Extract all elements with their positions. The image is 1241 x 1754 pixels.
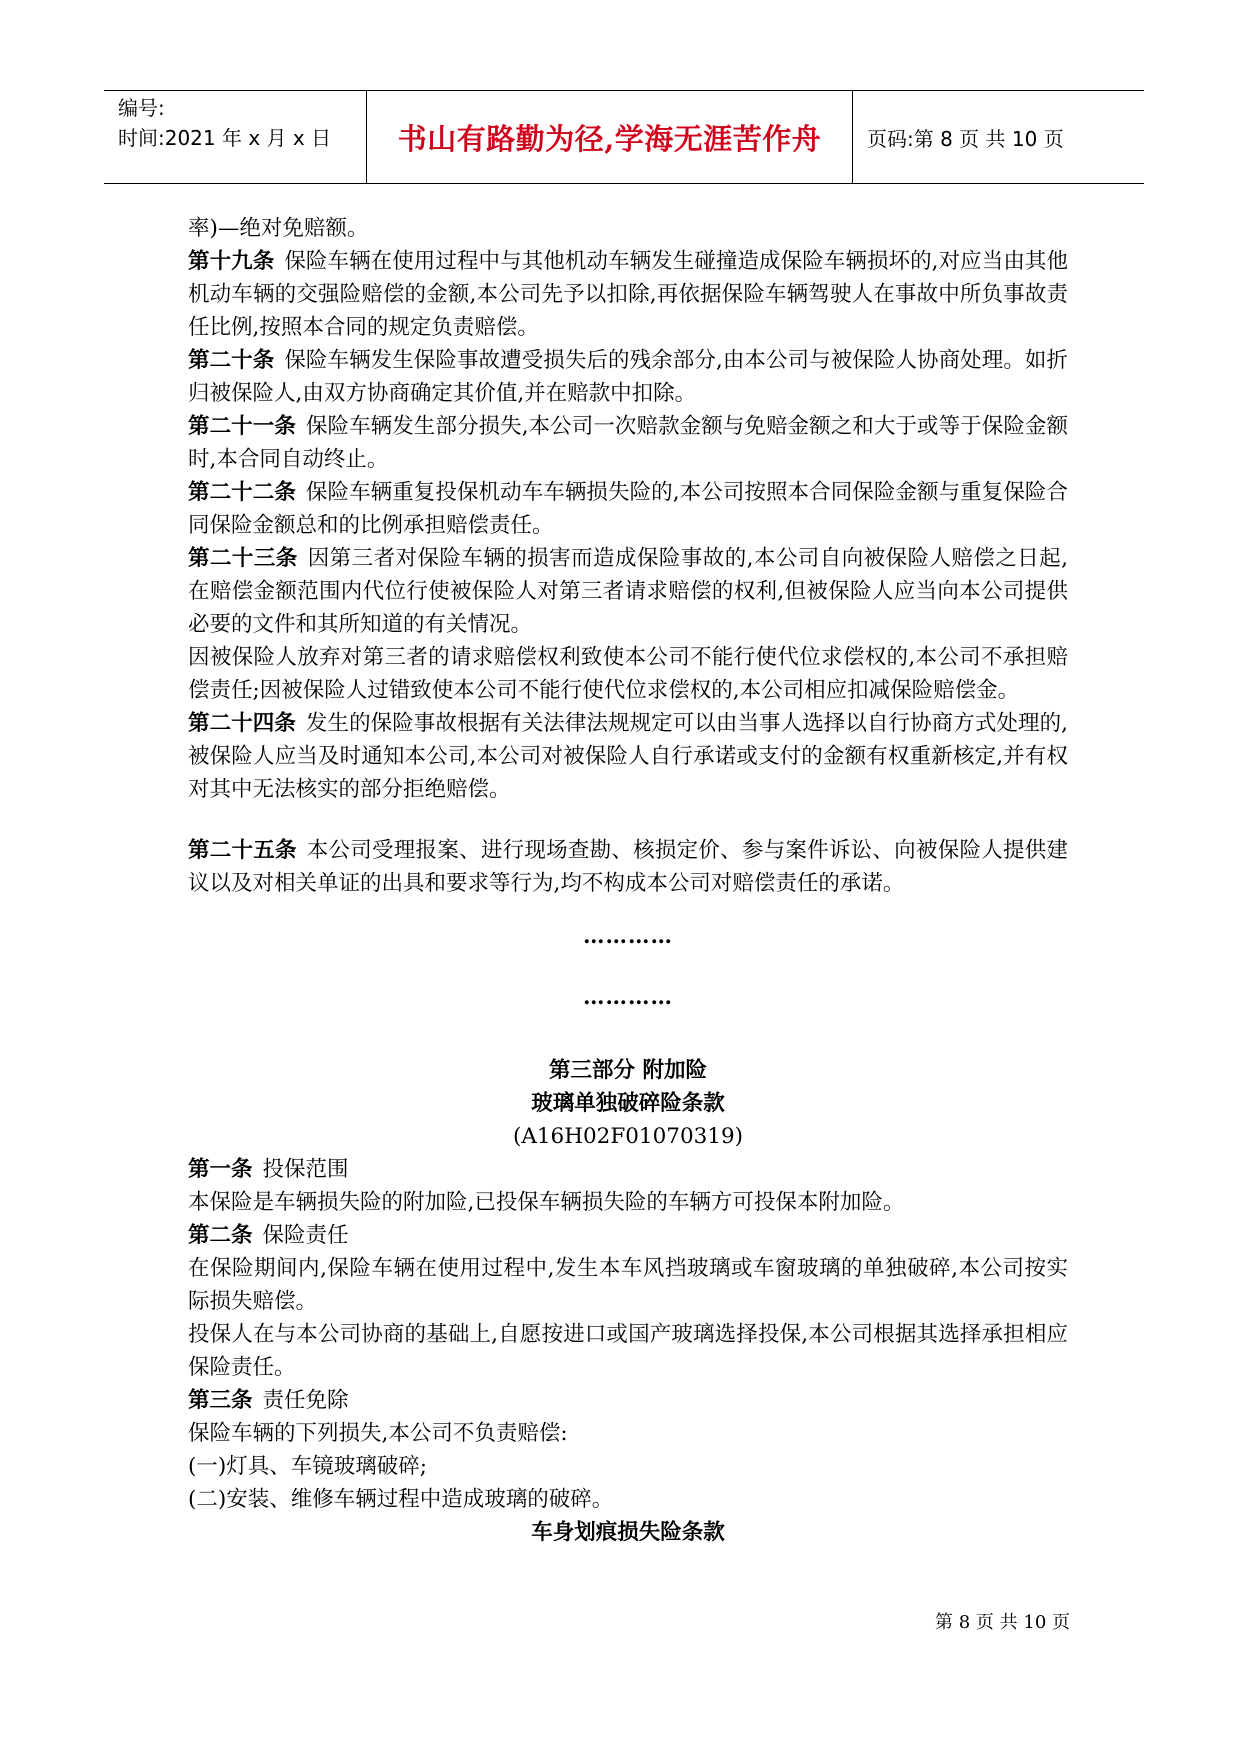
clause-article-1 [188,1153,1068,1186]
article-19 [188,245,1068,344]
clause-article-2 [188,1219,1068,1252]
article-title: 第二条 [188,1223,253,1248]
article-text: 保险责任 [262,1223,349,1248]
section-title: 第三部分 附加险 [549,1058,707,1083]
document-header [104,90,1144,184]
article-title: 第十九条 [188,249,275,274]
article-title: 第三条 [188,1388,253,1413]
article-text: 保险车辆发生保险事故遭受损失后的残余部分,由本公司与被保险人协商处理。如折归被保险人,由双方协商确定其价值,并在赔款中扣除。 [188,348,1068,406]
header-left-cell [104,91,366,183]
paragraph: 在保险期间内,保险车辆在使用过程中,发生本车风挡玻璃或车窗玻璃的单独破碎,本公司按实际损失赔偿。 [188,1256,1068,1314]
article-text: 保险车辆发生部分损失,本公司一次赔款金额与免赔金额之和大于或等于保险金额时,本合同自动终止。 [188,414,1068,472]
article-text: 发生的保险事故根据有关法律法规规定可以由当事人选择以自行协商方式处理的,被保险人应当及时通知本公司,本公司对被保险人自行承诺或支付的金额有权重新核定,并有权对其中无法核实的部分拒绝赔偿。 [188,711,1068,802]
article-24 [188,707,1068,806]
document-body [188,212,1068,1549]
paragraph: 保险车辆的下列损失,本公司不负责赔偿: [188,1421,568,1446]
paragraph: 率)—绝对免赔额。 [188,216,369,241]
ellipsis-separator: ………… [583,985,673,1010]
article-title: 第二十五条 [188,838,297,863]
article-text: 保险车辆在使用过程中与其他机动车辆发生碰撞造成保险车辆损坏的,对应当由其他机动车辆的交强险赔偿的金额,本公司先予以扣除,再依据保险车辆驾驶人在事故中所负事故责任比例,按照本合同的规定负责赔偿。 [188,249,1068,340]
spacer [188,806,1068,834]
document-time-label: 时间:2021 年 x 月 x 日 [118,126,332,150]
header-motto: 书山有路勤为径,学海无涯苦作舟 [397,121,822,156]
article-text: 本公司受理报案、进行现场查勘、核损定价、参与案件诉讼、向被保险人提供建议以及对相关单证的出具和要求等行为,均不构成本公司对赔偿责任的承诺。 [188,838,1068,896]
article-23 [188,542,1068,641]
article-title: 第一条 [188,1157,253,1182]
article-20 [188,344,1068,410]
article-title: 第二十一条 [188,414,296,439]
header-motto-cell [366,91,853,183]
article-text: 保险车辆重复投保机动车车辆损失险的,本公司按照本合同保险金额与重复保险合同保险金额总和的比例承担赔偿责任。 [188,480,1068,538]
article-21 [188,410,1068,476]
article-22 [188,476,1068,542]
header-page-label: 页码:第 8 页 共 10 页 [867,126,1064,151]
paragraph: 本保险是车辆损失险的附加险,已投保车辆损失险的车辆方可投保本附加险。 [188,1190,905,1215]
clause-code: (A16H02F01070319) [512,1124,744,1149]
clause-title: 车身划痕损失险条款 [531,1520,725,1545]
clause-article-3 [188,1384,1068,1417]
article-text: 因第三者对保险车辆的损害而造成保险事故的,本公司自向被保险人赔偿之日起,在赔偿金额范围内代位行使被保险人对第三者请求赔偿的权利,但被保险人应当向本公司提供必要的文件和其所知道的有关情况。 [188,546,1068,637]
article-title: 第二十二条 [188,480,296,505]
ellipsis-separator: ………… [583,924,673,949]
page-footer: 第 8 页 共 10 页 [935,1612,1070,1633]
article-title: 第二十三条 [188,546,298,571]
article-text: 投保范围 [262,1157,349,1182]
paragraph: 投保人在与本公司协商的基础上,自愿按进口或国产玻璃选择投保,本公司根据其选择承担相应保险责任。 [188,1322,1068,1380]
list-item: (二)安装、维修车辆过程中造成玻璃的破碎。 [188,1487,614,1512]
article-title: 第二十条 [188,348,275,373]
paragraph: 因被保险人放弃对第三者的请求赔偿权利致使本公司不能行使代位求偿权的,本公司不承担赔偿责任;因被保险人过错致使本公司不能行使代位求偿权的,本公司相应扣减保险赔偿金。 [188,645,1068,703]
article-25 [188,834,1068,900]
article-title: 第二十四条 [188,711,296,736]
header-page-cell [853,91,1144,183]
document-number-label: 编号: [118,96,165,120]
clause-title: 玻璃单独破碎险条款 [531,1091,725,1116]
list-item: (一)灯具、车镜玻璃破碎; [188,1454,428,1479]
article-text: 责任免除 [262,1388,349,1413]
